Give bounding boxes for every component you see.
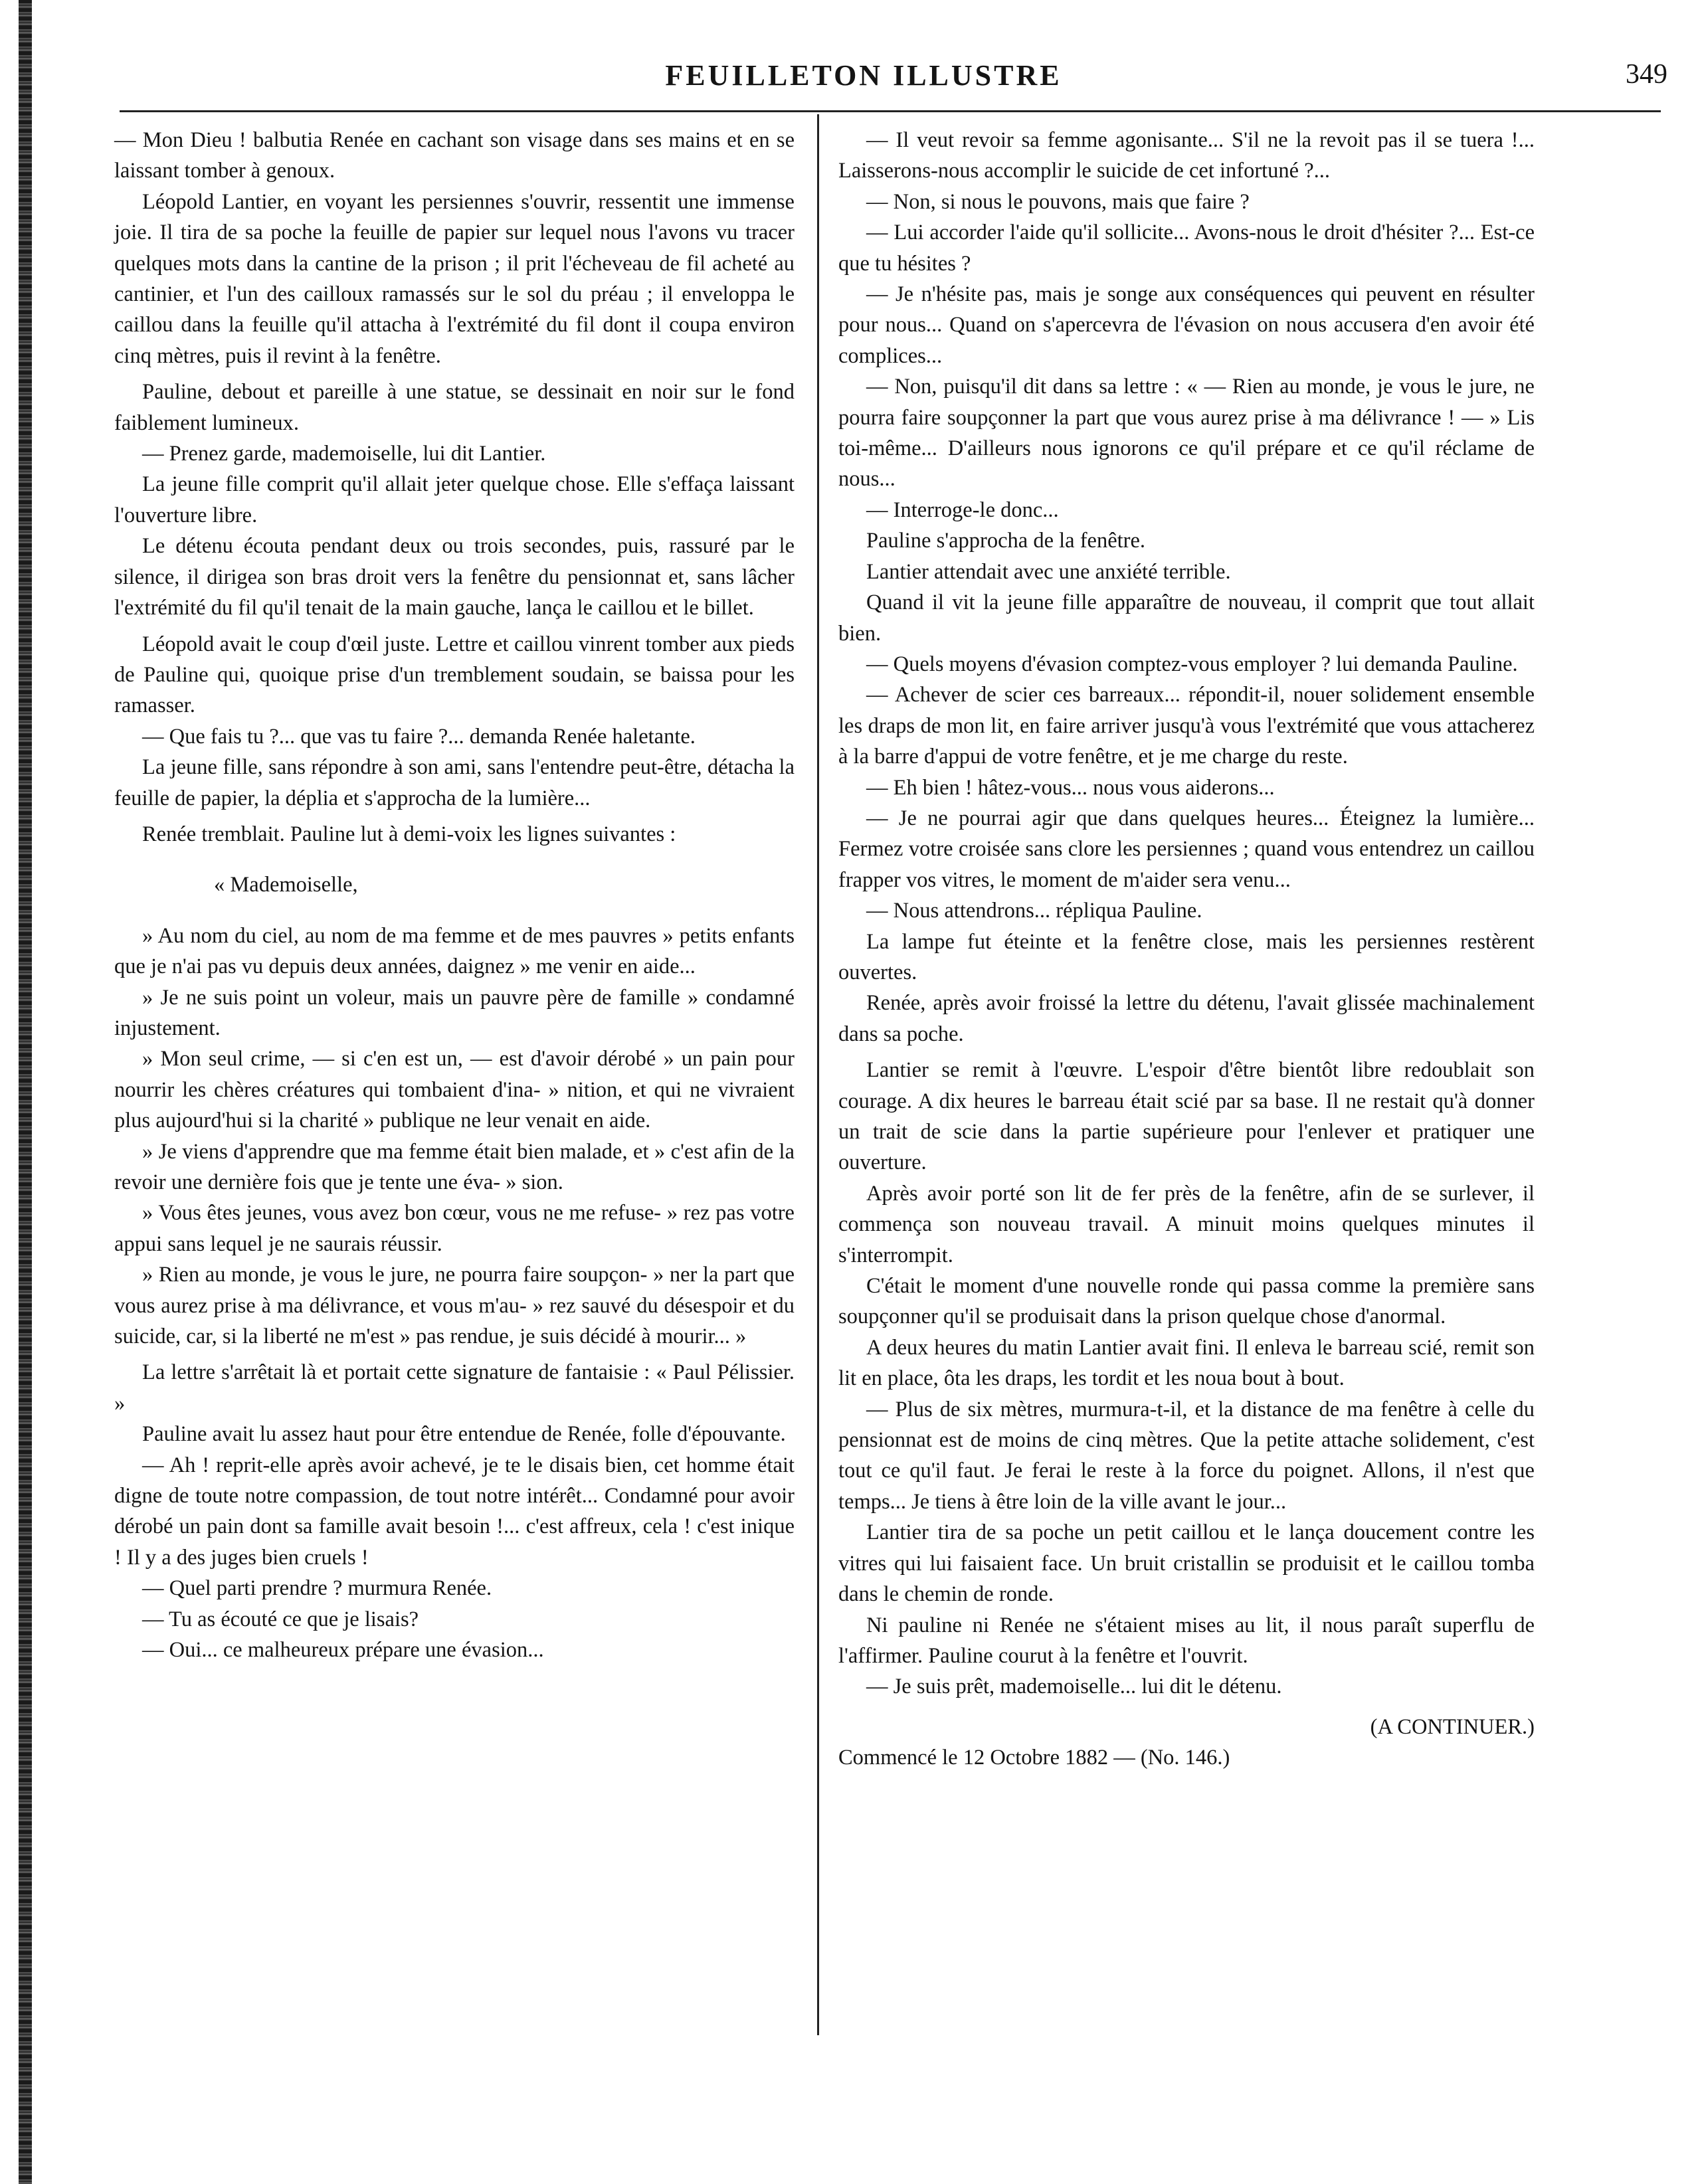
paragraph: — Ah ! reprit-elle après avoir achevé, je te le disais bien, cet homme était digne de toute notre compassion, de tout notre intérêt... Condamné pour avoir dérobé un pain dont sa famille avait besoin !... c'est affreux, cela ! c'est inique ! Il y a des juges bien cruels ! bbox=[114, 1453, 795, 1570]
paragraph: Lantier tira de sa poche un petit caillou et le lança doucement contre les vitres qui lui faisaient face. Un bruit cristallin se produisit et le caillou tomba dans le chemin de ronde. bbox=[838, 1520, 1535, 1607]
paragraph: — Non, puisqu'il dit dans sa lettre : « — Rien au monde, je vous le jure, ne pourra faire soupçonner la part que vous aurez prise à ma délivrance ! — » Lis toi-même... D'ailleurs nous ignorons ce qu'il prépare et ce qu'il réclame de nous... bbox=[838, 375, 1535, 492]
paragraph: Renée, après avoir froissé la lettre du détenu, l'avait glissée machinalement dans sa poche. bbox=[838, 991, 1535, 1046]
paragraph: — Lui accorder l'aide qu'il sollicite... Avons-nous le droit d'hésiter ?... Est-ce que tu hésites ? bbox=[838, 221, 1535, 276]
column-divider bbox=[817, 114, 819, 2035]
paragraph: A deux heures du matin Lantier avait fini. Il enleva le barreau scié, remit son lit en place, ôta les draps, les tordit et les noua bout à bout. bbox=[838, 1335, 1535, 1391]
right-column bbox=[838, 125, 1535, 1774]
page-header bbox=[53, 58, 1674, 98]
paragraph: La lettre s'arrêtait là et portait cette signature de fantaisie : « Paul Pélissier. » bbox=[114, 1360, 795, 1415]
paragraph: C'était le moment d'une nouvelle ronde qui passa comme la première sans soupçonner qu'il se produisait dans la prison quelque chose d'anormal. bbox=[838, 1274, 1535, 1329]
paragraph: Pauline, debout et pareille à une statue, se dessinait en noir sur le fond faiblement lumineux. bbox=[114, 380, 795, 435]
paragraph: — Mon Dieu ! balbutia Renée en cachant son visage dans ses mains et en se laissant tomber à genoux. bbox=[114, 128, 795, 183]
letter-paragraph: » Je ne suis point un voleur, mais un pauvre père de famille » condamné injustement. bbox=[114, 985, 795, 1040]
serial-start-note: Commencé le 12 Octobre 1882 — (No. 146.) bbox=[838, 1746, 1230, 1770]
paragraph: Lantier attendait avec une anxiété terrible. bbox=[866, 559, 1231, 584]
paragraph: — Interroge-le donc... bbox=[866, 498, 1059, 522]
letter-paragraph: » Vous êtes jeunes, vous avez bon cœur, vous ne me refuse- » rez pas votre appui sans lequel je ne saurais réussir. bbox=[114, 1201, 795, 1256]
paragraph: — Non, si nous le pouvons, mais que faire ? bbox=[866, 189, 1250, 214]
paragraph: Léopold avait le coup d'œil juste. Lettre et caillou vinrent tomber aux pieds de Pauline qui, quoique prise d'un tremblement soudain, se baissa pour les ramasser. bbox=[114, 632, 795, 718]
paragraph: — Je suis prêt, mademoiselle... lui dit le détenu. bbox=[866, 1675, 1282, 1699]
paragraph: — Que fais tu ?... que vas tu faire ?... demanda Renée haletante. bbox=[142, 724, 696, 749]
page-number: 349 bbox=[1626, 59, 1667, 90]
letter-paragraph: » Au nom du ciel, au nom de ma femme et de mes pauvres » petits enfants que je n'ai pas vu depuis deux années, daignez » me venir en aide... bbox=[114, 923, 795, 979]
paragraph: La jeune fille, sans répondre à son ami, sans l'entendre peut-être, détacha la feuille de papier, la déplia et s'approcha de la lumière... bbox=[114, 755, 795, 810]
paragraph: Renée tremblait. Pauline lut à demi-voix les lignes suivantes : bbox=[142, 822, 676, 846]
paragraph: — Tu as écouté ce que je lisais? bbox=[142, 1607, 419, 1631]
paragraph: — Oui... ce malheureux prépare une évasion... bbox=[142, 1638, 544, 1663]
paragraph: — Prenez garde, mademoiselle, lui dit Lantier. bbox=[142, 442, 546, 466]
paragraph: — Il veut revoir sa femme agonisante... S'il ne la revoit pas il se tuera !... Laisserons-nous accomplir le suicide de cet infortuné ?... bbox=[838, 128, 1535, 183]
to-be-continued: (A CONTINUER.) bbox=[1370, 1714, 1535, 1739]
letter-paragraph: » Mon seul crime, — si c'en est un, — est d'avoir dérobé » un pain pour nourrir les chères créatures qui tombaient d'ina- » nition, et qui ne vivraient plus aujourd'hui si la charité » publique ne leur venait en aide. bbox=[114, 1047, 795, 1133]
paragraph: — Quels moyens d'évasion comptez-vous employer ? lui demanda Pauline. bbox=[866, 652, 1518, 676]
paragraph: — Je ne pourrai agir que dans quelques heures... Éteignez la lumière... Fermez votre croisée sans clore les persiennes ; quand vous entendrez un caillou frapper vos vitres, le moment de m'aider sera venu... bbox=[838, 806, 1535, 892]
header-title: FEUILLETON ILLUSTRE bbox=[665, 59, 1062, 92]
page-edge-border bbox=[19, 0, 32, 2184]
paragraph: — Plus de six mètres, murmura-t-il, et la distance de ma fenêtre à celle du pensionnat est de moins de cinq mètres. Que la petite attache solidement, c'est tout ce qu'il faut. Je ferai le reste à la force du poignet. Allons, il n'est que temps... Je tiens à être loin de la ville avant le jour... bbox=[838, 1397, 1535, 1514]
paragraph: — Quel parti prendre ? murmura Renée. bbox=[142, 1576, 492, 1601]
paragraph: La jeune fille comprit qu'il allait jeter quelque chose. Elle s'effaça laissant l'ouverture libre. bbox=[114, 472, 795, 527]
letter-paragraph: » Je viens d'apprendre que ma femme était bien malade, et » c'est afin de la revoir une dernière fois que je tente une éva- » sion. bbox=[114, 1139, 795, 1194]
paragraph: — Eh bien ! hâtez-vous... nous vous aiderons... bbox=[866, 775, 1275, 800]
paragraph: Pauline avait lu assez haut pour être entendue de Renée, folle d'épouvante. bbox=[142, 1422, 786, 1447]
paragraph: Le détenu écouta pendant deux ou trois secondes, puis, rassuré par le silence, il dirigea son bras droit vers la fenêtre du pensionnat et, sans lâcher l'extrémité du fil qu'il tenait de la main gauche, lança le caillou et le billet. bbox=[114, 534, 795, 620]
paragraph: La lampe fut éteinte et la fenêtre close, mais les persiennes restèrent ouvertes. bbox=[838, 929, 1535, 984]
paragraph: — Nous attendrons... répliqua Pauline. bbox=[866, 899, 1202, 923]
paragraph: Ni pauline ni Renée ne s'étaient mises au lit, il nous paraît superflu de l'affirmer. Pauline courut à la fenêtre et l'ouvrit. bbox=[838, 1613, 1535, 1668]
paragraph: — Je n'hésite pas, mais je songe aux conséquences qui peuvent en résulter pour nous... Quand on s'apercevra de l'évasion on nous accusera d'en avoir été complices... bbox=[838, 282, 1535, 368]
paragraph: Quand il vit la jeune fille apparaître de nouveau, il comprit que tout allait bien. bbox=[838, 591, 1535, 646]
paragraph: Après avoir porté son lit de fer près de la fenêtre, afin de se surlever, il commença son nouveau travail. A minuit moins quelques minutes il s'interrompit. bbox=[838, 1181, 1535, 1267]
letter-paragraph: » Rien au monde, je vous le jure, ne pourra faire soupçon- » ner la part que vous aurez prise à ma délivrance, et vous m'au- » rez sauvé du désespoir et du suicide, car, si la liberté ne m'est » pas rendue, je suis décidé à mourir... » bbox=[114, 1263, 795, 1349]
paragraph: Léopold Lantier, en voyant les persiennes s'ouvrir, ressentit une immense joie. Il tira de sa poche la feuille de papier sur lequel nous l'avons vu tracer quelques mots dans la cantine de la prison ; il prit l'écheveau de fil acheté au cantinier, et l'un des cailloux ramassés sur le sol du préau ; il enveloppa le caillou dans la feuille qu'il attacha à l'extrémité du fil dont il coupa environ cinq mètres, puis il revint à la fenêtre. bbox=[114, 189, 795, 368]
paragraph: Pauline s'approcha de la fenêtre. bbox=[866, 529, 1146, 553]
paragraph: Lantier se remit à l'œuvre. L'espoir d'être bientôt libre redoublait son courage. A dix heures le barreau était scié par sa base. Il ne restait qu'à donner un trait de scie dans la partie supérieure pour l'enlever et pratiquer une ouverture. bbox=[838, 1058, 1535, 1175]
letter-salutation: « Mademoiselle, bbox=[214, 873, 358, 897]
paragraph: — Achever de scier ces barreaux... répondit-il, nouer solidement ensemble les draps de mon lit, en faire arriver jusqu'à vous l'extrémité que vous attacherez à la barre d'appui de votre fenêtre, et je me charge du reste. bbox=[838, 683, 1535, 769]
left-column bbox=[114, 125, 795, 1666]
header-rule bbox=[120, 110, 1661, 112]
